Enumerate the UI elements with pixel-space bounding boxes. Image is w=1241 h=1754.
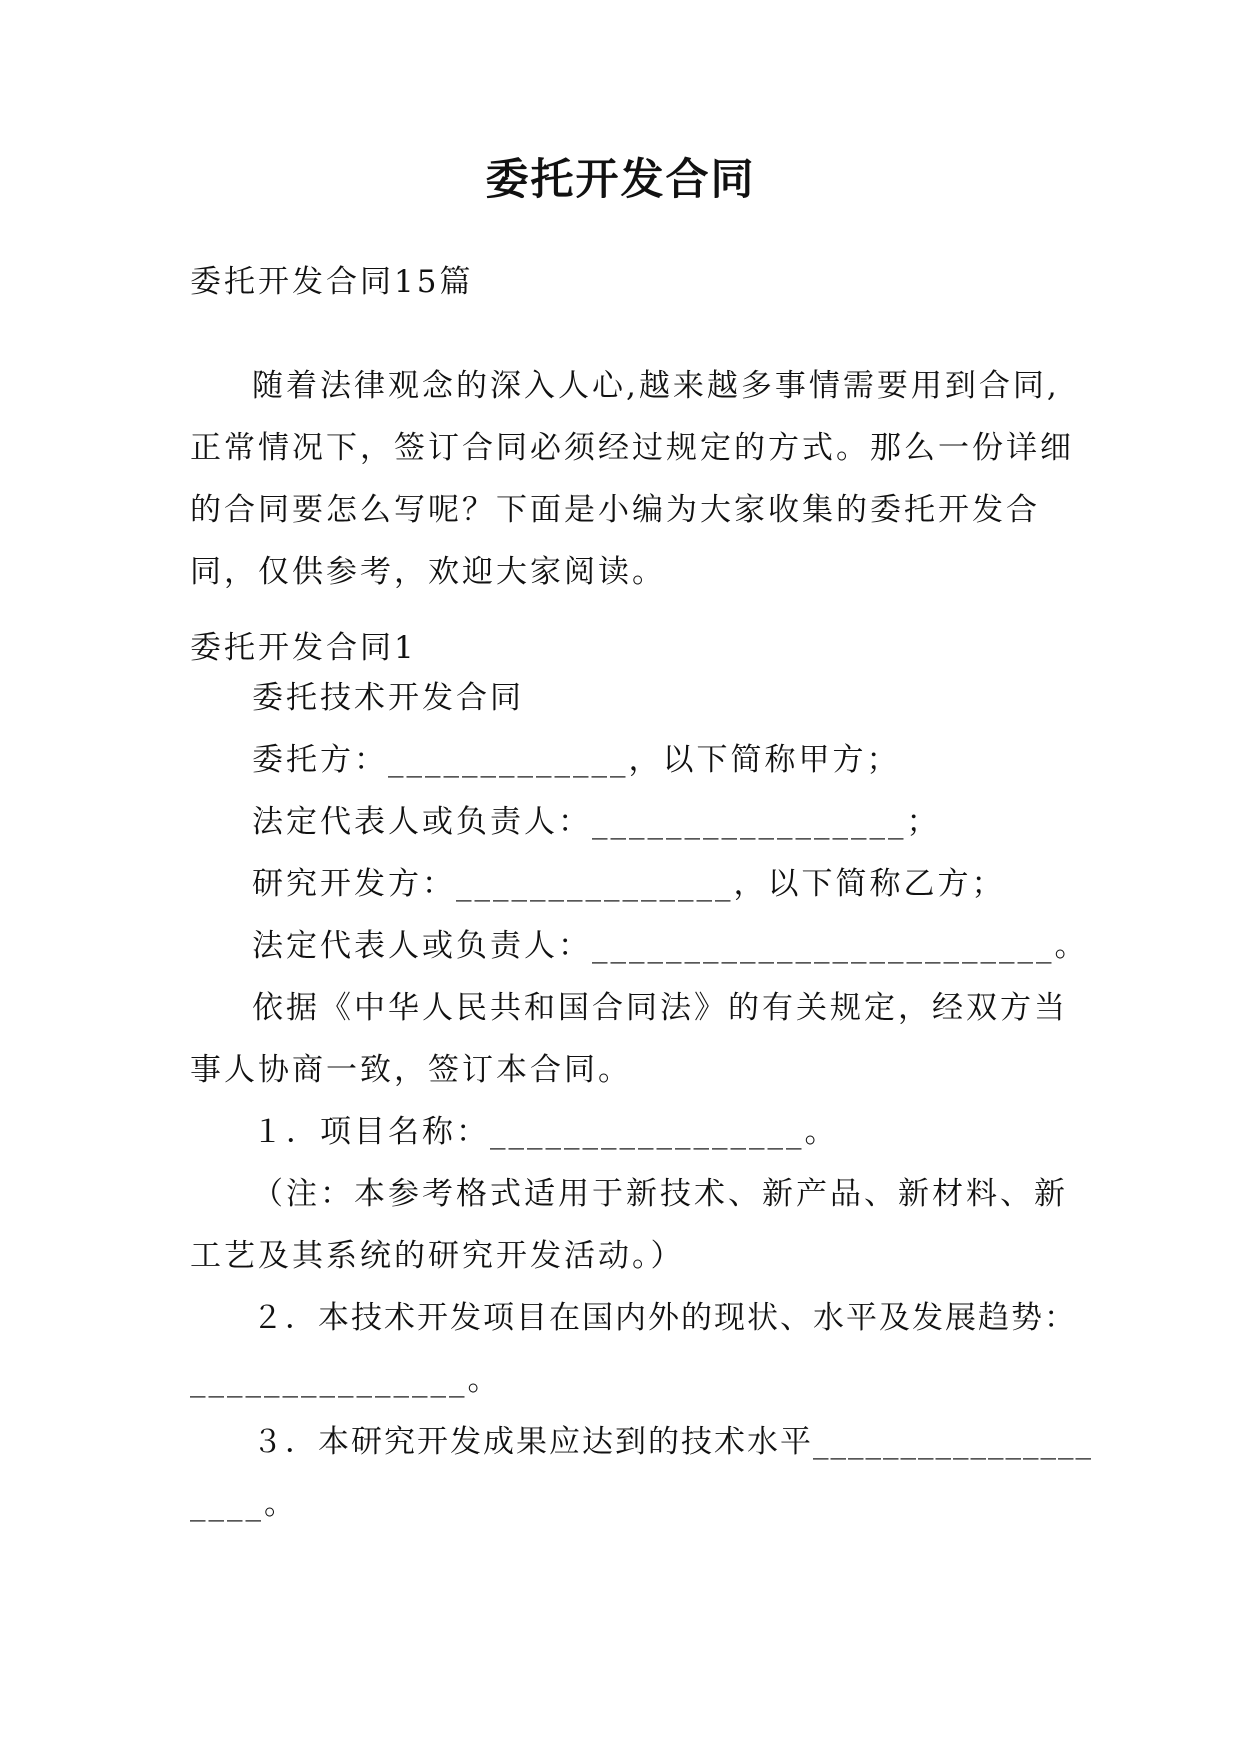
party-a-line: 委托方：_____________，以下简称甲方；: [252, 742, 901, 778]
note-line: 工艺及其系统的研究开发活动。）: [190, 1238, 685, 1274]
item-3-line: ３．本研究开发成果应达到的技术水平________________: [252, 1424, 1093, 1460]
item-2-line: ２．本技术开发项目在国内外的现状、水平及发展趋势：: [252, 1300, 1077, 1336]
basis-line: 事人协商一致，签订本合同。: [190, 1052, 632, 1088]
intro-line: 同，仅供参考，欢迎大家阅读。: [190, 554, 666, 590]
section-heading: 委托开发合同1: [190, 630, 417, 666]
contract-body: [190, 667, 1093, 1535]
intro-paragraph: [190, 355, 1074, 603]
item-3-line: ____。: [190, 1486, 298, 1522]
intro-line: 的合同要怎么写呢？下面是小编为大家收集的委托开发合: [190, 492, 1040, 528]
intro-line: 正常情况下，签订合同必须经过规定的方式。那么一份详细: [190, 430, 1074, 466]
document-subtitle: 委托开发合同15篇: [190, 264, 474, 300]
party-b-line: 研究开发方：_______________，以下简称乙方；: [252, 866, 1006, 902]
party-b-rep-line: 法定代表人或负责人：_________________________。: [252, 928, 1089, 964]
item-2-line: _______________。: [190, 1362, 502, 1398]
document-title: 委托开发合同: [485, 155, 756, 205]
intro-line: 随着法律观念的深入人心,越来越多事情需要用到合同,: [252, 368, 1060, 404]
contract-name: 委托技术开发合同: [252, 680, 524, 716]
party-a-rep-line: 法定代表人或负责人：_________________；: [252, 804, 941, 840]
basis-line: 依据《中华人民共和国合同法》的有关规定，经双方当: [252, 990, 1068, 1026]
note-line: （注：本参考格式适用于新技术、新产品、新材料、新: [252, 1176, 1068, 1212]
item-1-line: １．项目名称：_________________。: [252, 1114, 839, 1150]
